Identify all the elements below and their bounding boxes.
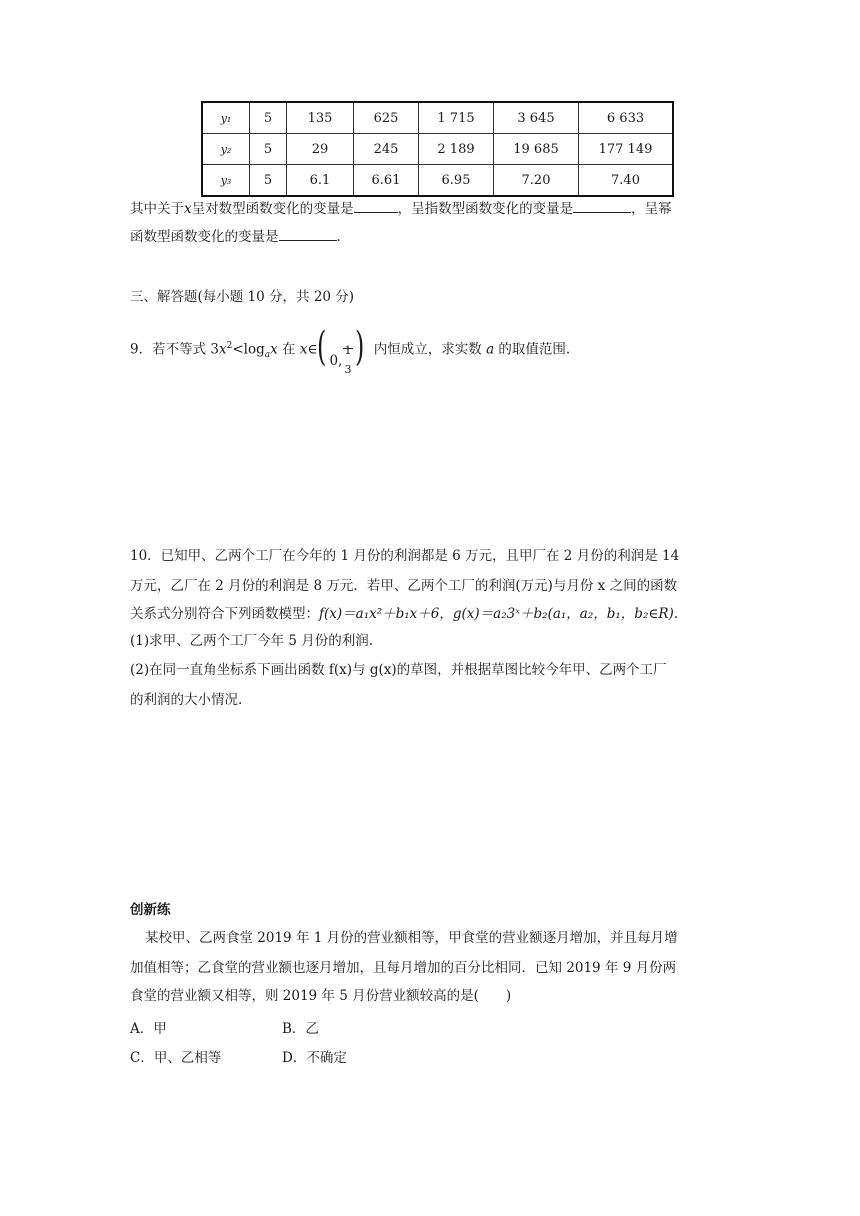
table-cell: 5 xyxy=(250,134,287,165)
answer-blank-exp xyxy=(573,200,631,213)
answer-blank-log xyxy=(354,200,398,213)
q10-part-2-line-2: 的利润的大小情况. xyxy=(130,692,243,708)
option-a: A．甲 xyxy=(130,1021,167,1037)
q8-line-2: 函数型函数变化的变量是 . xyxy=(130,229,341,245)
row-label: y₁ xyxy=(202,102,250,134)
function-models: f(x)＝a₁x²＋b₁x＋6，g(x)＝a₂3ˣ＋b₂(a₁，a₂，b₁，b₂∈R). xyxy=(319,606,679,622)
innovation-line-1: 某校甲、乙两食堂 2019 年 1 月份的营业额相等，甲食堂的营业额逐月增加，并且每月增 xyxy=(145,930,678,946)
q10-line-1: 10．已知甲、乙两个工厂在今年的 1 月份的利润都是 6 万元，且甲厂在 2 月份的利润是 14 xyxy=(130,548,680,564)
innovation-line-2: 加值相等；乙食堂的营业额也逐月增加，且每月增加的百分比相同．已知 2019 年 9 月份两 xyxy=(130,960,677,976)
option-d: D．不确定 xyxy=(282,1050,347,1066)
row-label: y₃ xyxy=(202,165,250,197)
table-cell: 29 xyxy=(287,134,354,165)
q10-part-1: (1)求甲、乙两个工厂今年 5 月份的利润. xyxy=(130,633,374,649)
q10-part-2-line-1: (2)在同一直角坐标系下画出函数 f(x)与 g(x)的草图，并根据草图比较今年甲、乙两个工厂 xyxy=(130,662,667,678)
innovation-line-3: 食堂的营业额又相等，则 2019 年 5 月份营业额较高的是( ) xyxy=(130,988,512,1004)
row-label: y₂ xyxy=(202,134,250,165)
q10-line-2: 万元，乙厂在 2 月份的利润是 8 万元．若甲、乙两个工厂的利润(万元)与月份 x 之间的函数 xyxy=(130,578,678,594)
table-cell: 19 685 xyxy=(494,134,579,165)
table-cell: 3 645 xyxy=(494,102,579,134)
table-row xyxy=(202,165,673,197)
table-cell: 245 xyxy=(354,134,419,165)
table-cell: 6.95 xyxy=(419,165,494,197)
table-cell: 135 xyxy=(287,102,354,134)
option-c: C．甲、乙相等 xyxy=(130,1050,222,1066)
question-9: 9．若不等式 $3x^2<\log_ax$ 在 x∈ ( 0, 1 3 ) 内恒成立，求实数 a 的取值范围. xyxy=(130,324,571,376)
table-cell: 5 xyxy=(250,165,287,197)
table-cell: 177 149 xyxy=(579,134,674,165)
table-row xyxy=(202,102,673,134)
q8-line-1: 其中关于x呈对数型函数变化的变量是 ，呈指数型函数变化的变量是 ，呈幂 xyxy=(130,201,672,217)
q10-line-3: 关系式分别符合下列函数模型：f(x)＝a₁x²＋b₁x＋6，g(x)＝a₂3ˣ＋b₂(a₁，a₂，b₁，b₂∈R). xyxy=(130,606,679,622)
interval-notation: ( 0, 1 3 ) xyxy=(317,324,365,376)
table-cell: 2 189 xyxy=(419,134,494,165)
data-table xyxy=(201,101,674,197)
table-cell: 1 715 xyxy=(419,102,494,134)
answer-blank-power xyxy=(279,228,337,241)
table-cell: 7.20 xyxy=(494,165,579,197)
table-cell: 625 xyxy=(354,102,419,134)
table-cell: 6.1 xyxy=(287,165,354,197)
table-cell: 7.40 xyxy=(579,165,674,197)
section-3-title: 三、解答题(每小题 10 分，共 20 分) xyxy=(130,289,355,305)
table-cell: 6.61 xyxy=(354,165,419,197)
table-cell: 6 633 xyxy=(579,102,674,134)
table-row xyxy=(202,134,673,165)
table-cell: 5 xyxy=(250,102,287,134)
innovation-title: 创新练 xyxy=(130,902,171,918)
option-b: B．乙 xyxy=(282,1021,319,1037)
